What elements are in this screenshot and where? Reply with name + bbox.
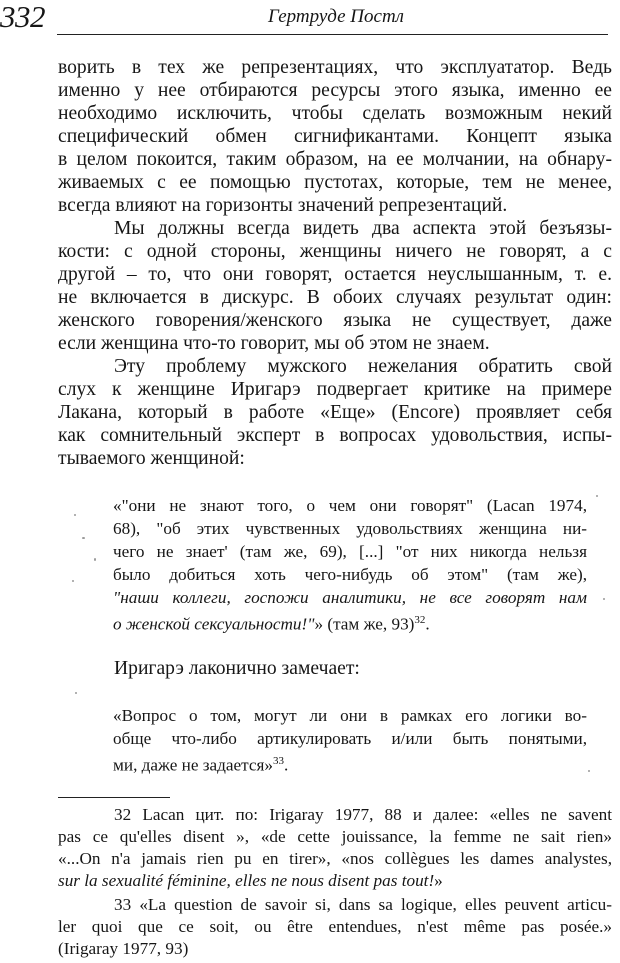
quote-line: 68), "об этих чувственных удовольствиях женщина ни- [113, 519, 587, 538]
scan-speck [596, 495, 598, 497]
body-line: в целом покоится, таким образом, на ее молчании, на обнару- [58, 149, 612, 170]
body-line: если женщина что-то говорит, мы об этом не знаем. [58, 333, 490, 354]
scan-speck [72, 580, 74, 582]
body-line: женского говорения/женского языка не существует, даже [58, 310, 612, 331]
scan-speck [603, 598, 605, 600]
page-number: 332 [0, 0, 45, 34]
scan-speck [75, 692, 77, 694]
body-line: слух к женщине Иригарэ подвергает критике на примере [58, 379, 612, 400]
quote-line [113, 610, 587, 635]
footnote-line: ler quoi que ce soit, ou être entendues, n'est même pas posée.» [58, 917, 612, 936]
footnote-line: 33 «La question de savoir si, dans sa logique, elles peuvent articu- [114, 895, 612, 914]
header-rule [57, 34, 608, 35]
footnote-line: «...On n'a jamais rien pu en tirer», «nos collègues les dames analystes, [58, 849, 612, 868]
quote-line-italic: "наши коллеги, госпожи аналитики, не все говорят нам [113, 588, 587, 607]
body-line: Мы должны всегда видеть два аспекта этой безъязы- [114, 218, 612, 239]
footnote-line: (Irigaray 1977, 93) [58, 939, 189, 958]
body-line: тываемого женщиной: [58, 448, 245, 469]
footnote-italic-fragment: sur la sexualité féminine, elles ne nous disent pas tout! [58, 871, 435, 890]
footnote-ref-33: 33 [273, 755, 285, 767]
scan-speck [588, 770, 590, 772]
body-line: Иригарэ лаконично замечает: [114, 658, 360, 679]
body-line: Лакана, который в работе «Еще» (Encore) проявляет себя [58, 402, 612, 423]
footnote-rule [58, 797, 170, 798]
running-title: Гертруде Постл [268, 6, 404, 27]
quote-end: . [425, 614, 430, 634]
quote-line: «Вопрос о том, могут ли они в рамках его логики во- [113, 706, 587, 725]
body-line: кости: с одной стороны, женщины ничего не говорят, а с [58, 241, 612, 262]
quote-italic-fragment: о женской сексуальности!" [113, 614, 315, 634]
quote-line: чего не знает' (там же, 69), [...] "от них никогда нельзя [113, 542, 587, 561]
quote-text: ми, даже не задается» [113, 755, 274, 775]
page-header [0, 0, 620, 40]
footnote-line: pas ce qu'elles disent », «de cette jouissance, la femme ne sait rien» [58, 827, 612, 846]
quote-line: было добиться хоть чего-нибудь об этом" (там же), [113, 565, 587, 584]
body-line: необходимо исключить, чтобы сделать возможным некий [58, 103, 612, 124]
scan-speck [94, 558, 96, 561]
quote-end: . [284, 755, 289, 775]
scan-speck [82, 537, 85, 539]
footnote-line [58, 870, 612, 891]
footnote-end: » [434, 871, 443, 890]
body-line: другой – то, что они говорят, остается неуслышанным, т. е. [58, 264, 612, 285]
quote-citation: » (там же, 93) [314, 614, 415, 634]
footnote-ref-32: 32 [414, 614, 426, 626]
quote-line: обще что-либо артикулировать и/или быть понятыми, [113, 729, 587, 748]
body-line: ворить в тех же репрезентациях, что эксплуататор. Ведь [58, 57, 612, 78]
body-line: как сомнительный эксперт в вопросах удовольствия, испы- [58, 425, 612, 446]
body-line: живаемых с ее помощью пустотах, которые, тем не менее, [58, 172, 612, 193]
body-line: не включается в дискурс. В обоих случаях результат один: [58, 287, 612, 308]
scan-speck [74, 514, 76, 516]
body-line: специфический обмен сигнификантами. Концепт языка [58, 126, 612, 147]
footnote-line: 32 Lacan цит. по: Irigaray 1977, 88 и далее: «elles ne savent [114, 805, 612, 824]
body-line: Эту проблему мужского нежелания обратить свой [114, 356, 612, 377]
body-line: всегда влияют на горизонты значений репрезентаций. [58, 195, 508, 216]
quote-line [113, 751, 587, 776]
body-line: именно у нее отбираются ресурсы этого языка, именно ее [58, 80, 612, 101]
quote-line: «"они не знают того, о чем они говорят" (Lacan 1974, [113, 496, 587, 515]
